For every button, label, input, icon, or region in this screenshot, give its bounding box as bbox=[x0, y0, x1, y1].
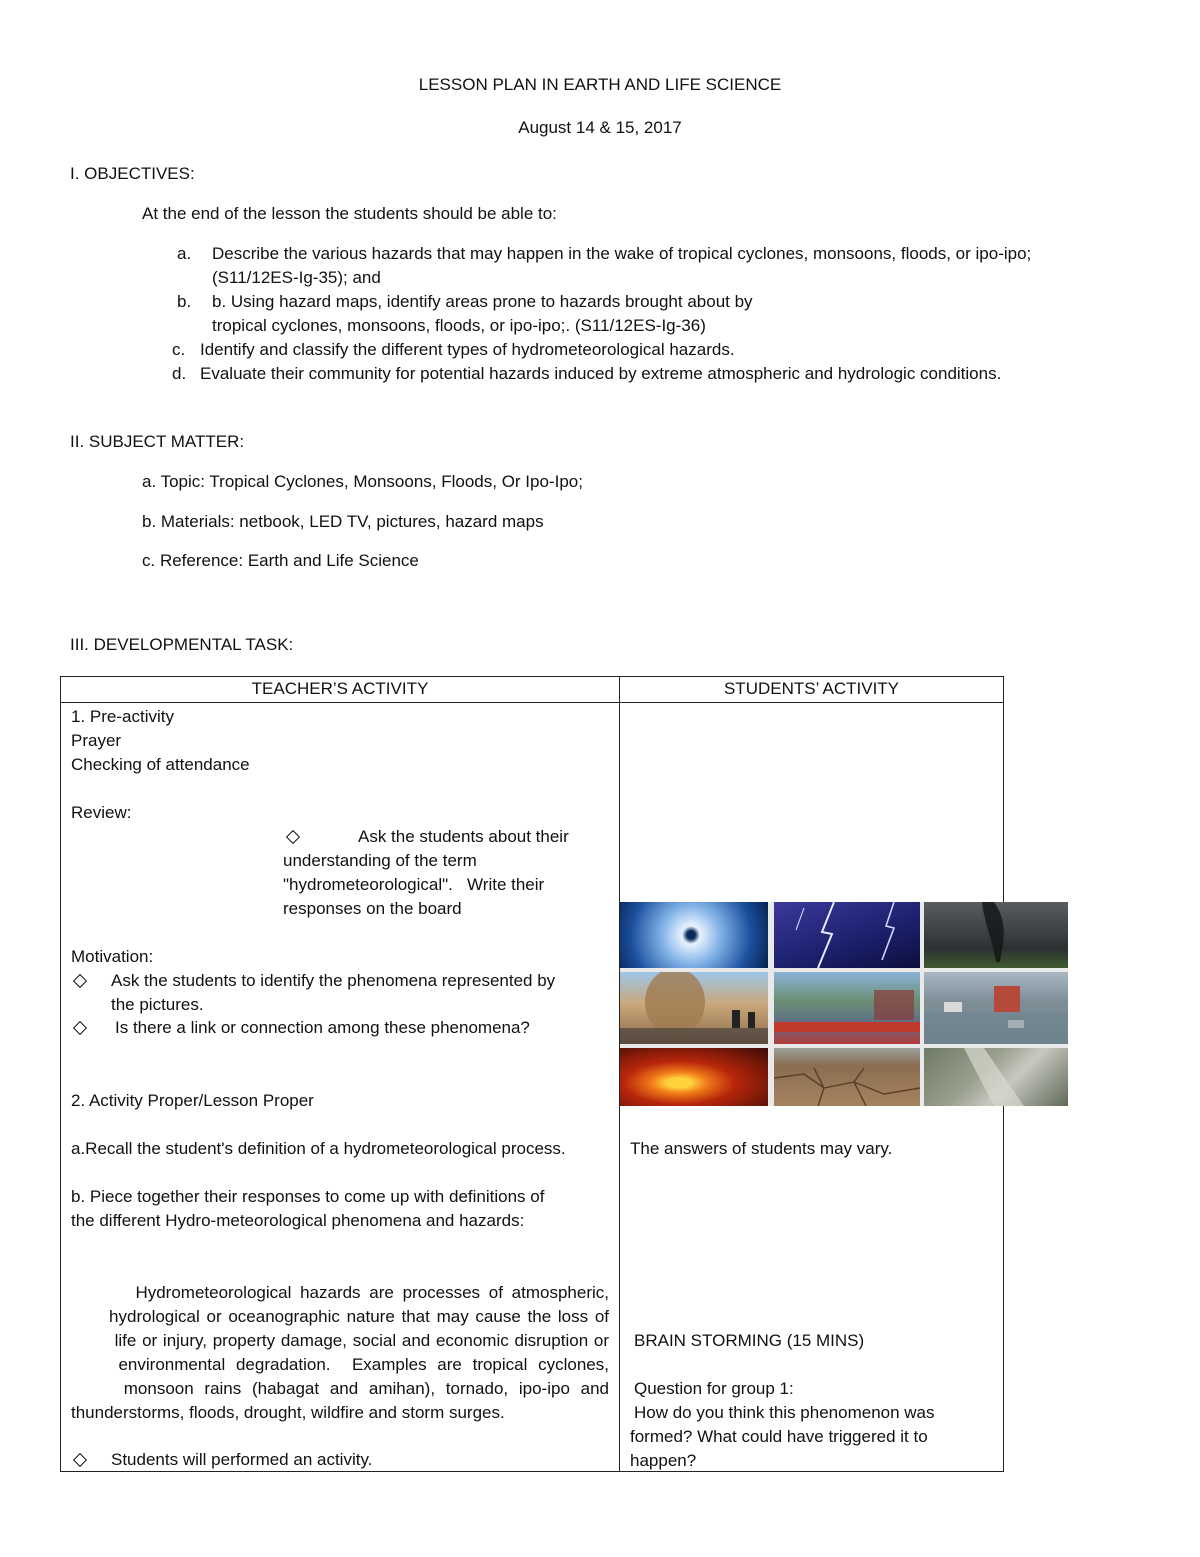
lightning-image bbox=[774, 902, 920, 968]
typhoon-satellite-image bbox=[620, 902, 768, 968]
students-column-header: STUDENTS’ ACTIVITY bbox=[620, 677, 1004, 703]
wildfire-image bbox=[620, 1048, 768, 1106]
objective-marker-b: b. bbox=[177, 292, 192, 311]
document-title: LESSON PLAN IN EARTH AND LIFE SCIENCE bbox=[418, 75, 782, 94]
document-date: August 14 & 15, 2017 bbox=[518, 118, 682, 137]
recall-text: a.Recall the student's definition of a hydrometeorological process. bbox=[71, 1139, 566, 1158]
review-text-line2: understanding of the term bbox=[283, 851, 477, 870]
objective-marker-a: a. bbox=[177, 244, 192, 263]
objective-marker-d: d. bbox=[172, 364, 187, 383]
objectives-intro: At the end of the lesson the students should be able to: bbox=[142, 204, 557, 223]
brainstorming-label: BRAIN STORMING (15 MINS) bbox=[634, 1331, 865, 1350]
review-label: Review: bbox=[71, 803, 132, 822]
objective-d-text: Evaluate their community for potential hazards induced by extreme atmospheric and hydrologic conditions. bbox=[200, 364, 1002, 383]
review-text-line1: Ask the students about their bbox=[358, 827, 569, 846]
piece-together-line1: b. Piece together their responses to come up with definitions of bbox=[71, 1187, 545, 1206]
phenomena-picture-collage bbox=[620, 902, 1068, 1106]
attendance-label: Checking of attendance bbox=[71, 755, 250, 774]
diamond-bullet-icon bbox=[73, 1021, 87, 1035]
motivation-item1-line1: Ask the students to identify the phenomena represented by bbox=[111, 971, 556, 990]
students-perform-text: Students will performed an activity. bbox=[111, 1450, 373, 1469]
diamond-bullet-icon bbox=[286, 830, 300, 844]
definition-line6: thunderstorms, floods, drought, wildfire and storm surges. bbox=[71, 1403, 505, 1422]
motivation-label: Motivation: bbox=[71, 947, 154, 966]
definition-line5: monsoon rains (habagat and amihan), tornado, ipo-ipo and bbox=[123, 1379, 609, 1398]
teacher-column-header: TEACHER’S ACTIVITY bbox=[61, 677, 620, 703]
subject-materials: b. Materials: netbook, LED TV, pictures, hazard maps bbox=[142, 512, 544, 531]
teacher-activity-cell bbox=[61, 703, 620, 1472]
dust-storm-image bbox=[620, 972, 768, 1044]
subject-topic: a. Topic: Tropical Cyclones, Monsoons, Floods, Or Ipo-Ipo; bbox=[142, 472, 583, 491]
objective-a-line2: (S11/12ES-Ig-35); and bbox=[212, 268, 381, 287]
definition-line4: environmental degradation. Examples are tropical cyclones, bbox=[118, 1355, 609, 1374]
drought-cracked-soil-image bbox=[774, 1048, 920, 1106]
subject-reference: c. Reference: Earth and Life Science bbox=[142, 551, 419, 570]
definition-line3: life or injury, property damage, social and economic disruption or bbox=[114, 1331, 609, 1350]
definition-line2: hydrological or oceanographic nature that may cause the loss of bbox=[109, 1307, 609, 1326]
activity-proper-label: 2. Activity Proper/Lesson Proper bbox=[71, 1091, 314, 1110]
subject-matter-heading: II. SUBJECT MATTER: bbox=[70, 432, 245, 451]
question-line2: formed? What could have triggered it to bbox=[630, 1427, 928, 1446]
question-line3: happen? bbox=[630, 1451, 697, 1470]
piece-together-line2: the different Hydro-meteorological phenomena and hazards: bbox=[71, 1211, 525, 1230]
flooded-town-image bbox=[924, 972, 1068, 1044]
objective-b-line1: b. Using hazard maps, identify areas prone to hazards brought about by bbox=[212, 292, 753, 311]
flooded-street-image bbox=[774, 972, 920, 1044]
motivation-item2: Is there a link or connection among these phenomena? bbox=[115, 1018, 530, 1037]
objectives-heading: I. OBJECTIVES: bbox=[70, 164, 195, 183]
answers-vary-text: The answers of students may vary. bbox=[630, 1139, 893, 1158]
diamond-bullet-icon bbox=[73, 974, 87, 988]
motivation-item1-line2: the pictures. bbox=[111, 995, 204, 1014]
tornado-funnel-image bbox=[924, 902, 1068, 968]
question-group-label: Question for group 1: bbox=[634, 1379, 794, 1398]
diamond-bullet-icon bbox=[73, 1453, 87, 1467]
review-text-line3: "hydrometeorological". Write their bbox=[283, 875, 545, 894]
pre-activity-label: 1. Pre-activity bbox=[71, 707, 174, 726]
objective-marker-c: c. bbox=[172, 340, 186, 359]
objective-a-line1: Describe the various hazards that may happen in the wake of tropical cyclones, monsoons, floods, or ipo-ipo; bbox=[212, 244, 1032, 263]
developmental-task-heading: III. DEVELOPMENTAL TASK: bbox=[70, 635, 294, 654]
objective-c-text: Identify and classify the different types of hydrometeorological hazards. bbox=[200, 340, 735, 359]
prayer-label: Prayer bbox=[71, 731, 122, 750]
objective-b-line2: tropical cyclones, monsoons, floods, or ipo-ipo;. (S11/12ES-Ig-36) bbox=[212, 316, 706, 335]
review-text-line4: responses on the board bbox=[283, 899, 462, 918]
question-line1: How do you think this phenomenon was bbox=[634, 1403, 935, 1422]
landslide-debris-image bbox=[924, 1048, 1068, 1106]
definition-line1: Hydrometeorological hazards are processes of atmospheric, bbox=[135, 1283, 609, 1302]
